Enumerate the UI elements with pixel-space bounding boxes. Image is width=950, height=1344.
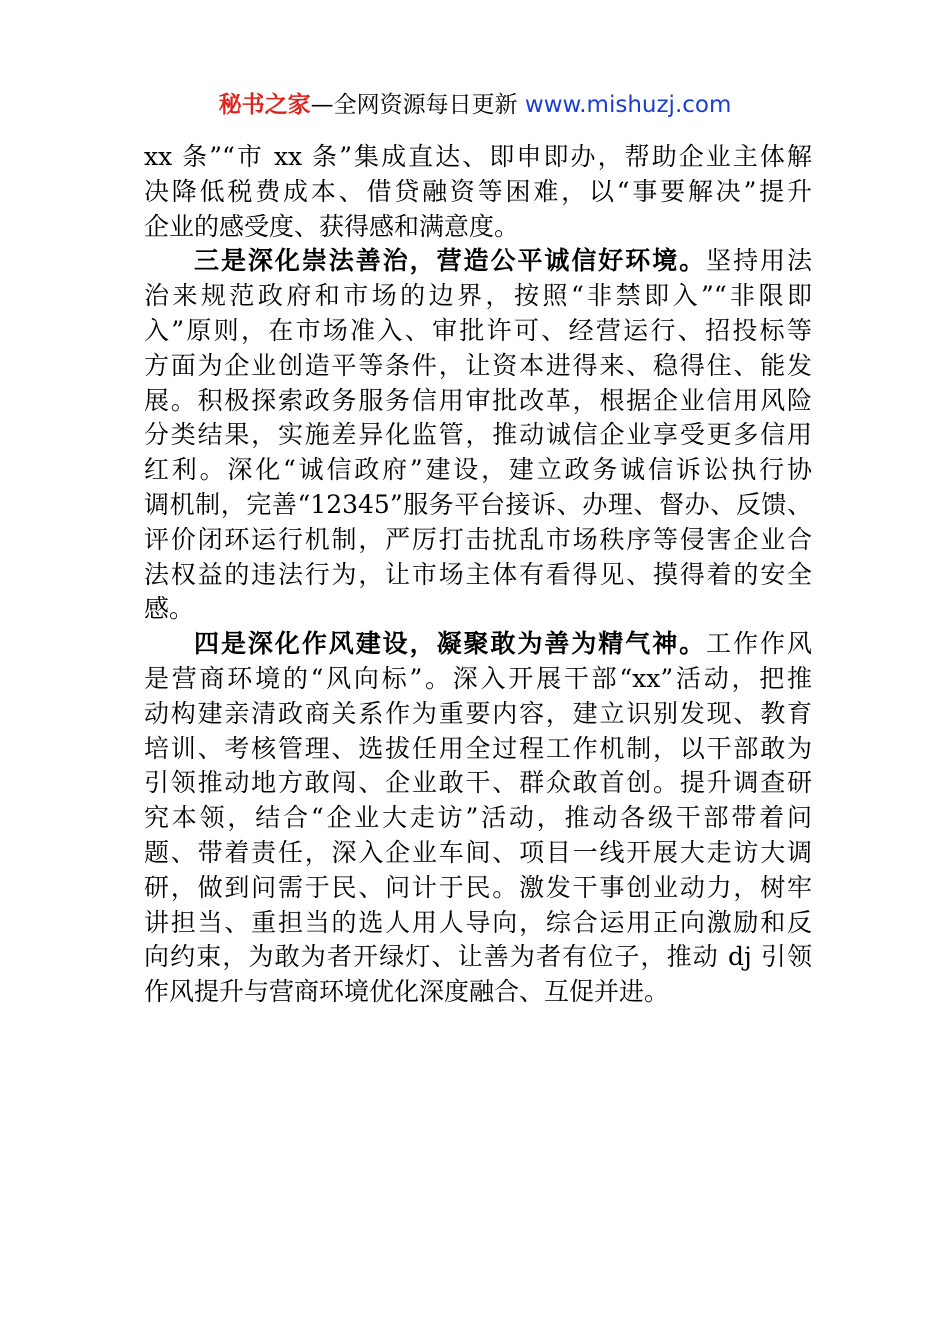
header-tagline: —全网资源每日更新 <box>310 92 525 118</box>
text-line: 题、带着责任，深入企业车间、项目一线开展大走访大调 <box>144 837 812 867</box>
text-line: xx 条”“市 xx 条”集成直达、即申即办，帮助企业主体解 <box>144 142 812 171</box>
text-line: 决降低税费成本、借贷融资等困难，以“事要解决”提升 <box>144 176 812 206</box>
text-line: 入”原则，在市场准入、审批许可、经营运行、招投标等 <box>144 315 812 345</box>
text-line: 法权益的违法行为，让市场主体有看得见、摸得着的安全 <box>144 559 812 589</box>
text-line: 引领推动地方敢闯、企业敢干、群众敢首创。提升调查研 <box>144 768 812 798</box>
section-heading-4: 四是深化作风建设，凝聚敢为善为精气神。 <box>194 629 707 659</box>
text-line: 作风提升与营商环境优化深度融合、互促并进。 <box>144 977 670 1007</box>
text-run: 工作作风 <box>706 629 812 659</box>
text-line: 评价闭环运行机制，严厉打击扰乱市场秩序等侵害企业合 <box>144 524 812 554</box>
text-line: 治来规范政府和市场的边界，按照“非禁即入”“非限即 <box>144 281 812 311</box>
text-line: 红利。深化“诚信政府”建设，建立政务诚信诉讼执行协 <box>144 455 812 485</box>
section-heading-3: 三是深化崇法善治，营造公平诚信好环境。 <box>194 246 707 276</box>
text-line: 分类结果，实施差异化监管，推动诚信企业享受更多信用 <box>144 420 812 450</box>
text-line: 展。积极探索政务服务信用审批改革，根据企业信用风险 <box>144 385 812 415</box>
page-header <box>0 90 950 120</box>
paragraph-1 <box>144 140 812 244</box>
text-line: 培训、考核管理、选拔任用全过程工作机制，以干部敢为 <box>144 733 812 763</box>
text-run: 坚持用法 <box>706 246 812 276</box>
text-line: 感。 <box>144 594 195 624</box>
text-line: 讲担当、重担当的选人用人导向，综合运用正向激励和反 <box>144 907 812 937</box>
text-line: 动构建亲清政商关系作为重要内容，建立识别发现、教育 <box>144 698 812 728</box>
paragraph-2 <box>144 244 812 627</box>
text-line: 企业的感受度、获得感和满意度。 <box>144 211 520 241</box>
text-line: 是营商环境的“风向标”。深入开展干部“xx”活动，把推 <box>144 663 812 693</box>
document-body <box>144 140 812 1010</box>
paragraph-3 <box>144 627 812 1010</box>
paragraph-first-line <box>144 627 812 662</box>
text-line: 调机制，完善“12345”服务平台接诉、办理、督办、反馈、 <box>144 489 812 519</box>
text-line: 研，做到问需于民、问计于民。激发干事创业动力，树牢 <box>144 872 812 902</box>
text-line: 究本领，结合“企业大走访”活动，推动各级干部带着问 <box>144 803 812 833</box>
text-line: 方面为企业创造平等条件，让资本进得来、稳得住、能发 <box>144 350 812 380</box>
text-line: 向约束，为敢为者开绿灯、让善为者有位子，推动 dj 引领 <box>144 942 812 972</box>
paragraph-first-line <box>144 244 812 279</box>
brand-name: 秘书之家 <box>218 92 311 118</box>
site-url-link[interactable]: www.mishuzj.com <box>524 92 732 118</box>
